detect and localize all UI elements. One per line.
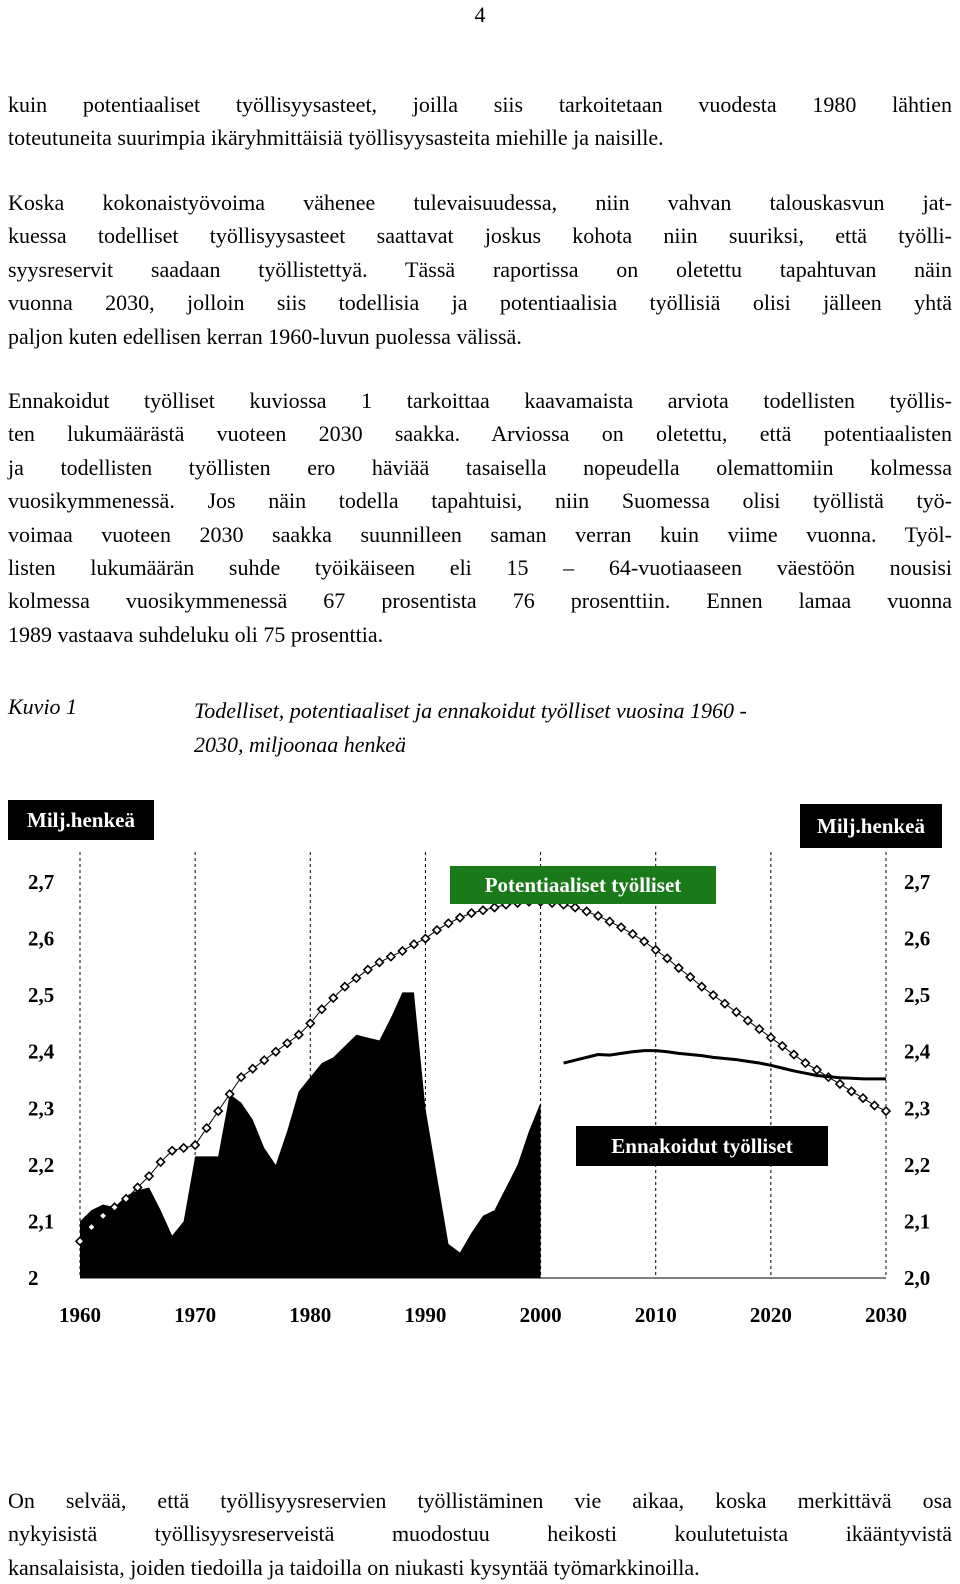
x-tick: 1960: [59, 1303, 101, 1327]
text-line: Koska kokonaistyövoima vähenee tulevaisuudessa, niin vahvan talouskasvun jat-: [8, 190, 952, 215]
potential-point: [744, 1017, 752, 1025]
text-line: vuonna 2030, jolloin siis todellisia ja potentiaalisia työllisiä olisi jälleen yhtä: [8, 290, 952, 316]
potential-point: [606, 918, 614, 926]
y-tick-right: 2,2: [904, 1152, 931, 1177]
potential-point: [652, 946, 660, 954]
potential-point: [859, 1094, 867, 1102]
paragraph-projection: [8, 384, 952, 651]
y-tick-left: 2,1: [28, 1209, 55, 1234]
text-line: syysreservit saadaan työllistettyä. Tässä raportissa on oletettu tapahtuvan näin: [8, 256, 952, 282]
text-line: nykyisistä työllisyysreserveistä muodostuu heikosti koulutetuista ikääntyvistä: [8, 1521, 952, 1547]
y-tick-left: 2,2: [28, 1152, 55, 1177]
potential-point: [767, 1034, 775, 1042]
y-tick-left: 2: [28, 1266, 39, 1290]
text-line: voimaa vuoteen 2030 saakka suunnilleen saman verran kuin viime vuonna. Työl-: [8, 521, 952, 547]
forecast-employed-series: [564, 1051, 886, 1079]
x-tick: 1970: [174, 1303, 217, 1327]
potential-point: [732, 1008, 740, 1016]
text-line: paljon kuten edellisen kerran 1960-luvun puolessa välissä.: [8, 323, 522, 349]
potential-point: [617, 923, 625, 931]
potential-point: [629, 930, 637, 938]
paragraph-conclusion: [8, 1484, 952, 1584]
potential-point: [387, 953, 395, 961]
potential-point: [882, 1107, 890, 1115]
potential-point: [836, 1080, 844, 1088]
x-tick: 2020: [749, 1303, 792, 1327]
y-axis-label-right: Milj.henkeä: [817, 814, 925, 838]
y-tick-left: 2,5: [28, 983, 55, 1008]
figure-title-line: 2030, miljoonaa henkeä: [194, 732, 407, 757]
potential-employed-label: Potentiaaliset työlliset: [484, 873, 682, 897]
text-line: kuin potentiaaliset työllisyysasteet, joilla siis tarkoitetaan vuodesta 1980 lähtien: [8, 92, 952, 117]
potential-point: [272, 1048, 280, 1056]
potential-point: [467, 909, 475, 917]
paragraph-workforce: [8, 186, 952, 353]
potential-point: [847, 1087, 855, 1095]
text-line: vuosikymmenessä. Jos näin todella tapahtuisi, niin Suomessa olisi työllistä työ-: [8, 488, 952, 514]
potential-point: [709, 991, 717, 999]
text-line: 1989 vastaava suhdeluku oli 75 prosenttia.: [8, 621, 384, 647]
figure-label: Kuvio 1: [8, 694, 78, 719]
text-line: kolmessa vuosikymmenessä 67 prosentista 76 prosenttiin. Ennen lamaa vuonna: [8, 588, 952, 614]
potential-point: [249, 1065, 257, 1073]
text-line: listen lukumäärän suhde työikäiseen eli 15 – 64-vuotiaaseen väestöön nousisi: [8, 554, 952, 580]
figure-title-line: Todelliset, potentiaaliset ja ennakoidut työlliset vuosina 1960 -: [194, 698, 747, 723]
actual-employed-area: [80, 992, 541, 1278]
potential-point: [571, 903, 579, 911]
potential-point: [352, 974, 360, 982]
y-tick-left: 2,3: [28, 1096, 55, 1121]
y-tick-right: 2,1: [904, 1209, 931, 1234]
potential-point: [375, 958, 383, 966]
potential-point: [479, 906, 487, 914]
x-tick: 2030: [865, 1303, 907, 1327]
potential-point: [491, 903, 499, 911]
potential-point: [721, 1000, 729, 1008]
potential-point: [421, 935, 429, 943]
text-line: ten lukumäärästä vuoteen 2030 saakka. Arviossa on oletettu, että potentiaalisten: [8, 421, 952, 447]
paragraph-intro: [8, 88, 952, 155]
actual-employed-area-shape: [80, 992, 541, 1278]
potential-point: [191, 1141, 199, 1149]
potential-point: [755, 1025, 763, 1033]
potential-point: [444, 919, 452, 927]
x-tick: 2000: [519, 1303, 562, 1327]
text-line: kuessa todelliset työllisyysasteet saattavat joskus kohota niin suuriksi, että työlli-: [8, 223, 952, 249]
employment-chart: [0, 790, 960, 1410]
x-tick: 2010: [634, 1303, 677, 1327]
text-line: ja todellisten työllisten ero häviää tasaisella nopeudella olemattomiin kolmessa: [8, 454, 952, 480]
potential-point: [640, 937, 648, 945]
potential-point: [364, 966, 372, 974]
potential-point: [237, 1073, 245, 1081]
potential-point: [203, 1124, 211, 1132]
potential-point: [870, 1101, 878, 1109]
potential-point: [778, 1042, 786, 1050]
forecast-employed-line: [564, 1051, 886, 1079]
potential-point: [180, 1144, 188, 1152]
y-tick-left: 2,6: [28, 926, 55, 951]
text-line: kansalaisista, joiden tiedoilla ja taidoilla on niukasti kysyntää työmarkkinoilla.: [8, 1554, 700, 1580]
potential-point: [214, 1107, 222, 1115]
x-tick: 1980: [289, 1303, 332, 1327]
potential-point: [790, 1051, 798, 1059]
y-tick-right: 2,5: [904, 983, 931, 1008]
text-line: On selvää, että työllisyysreservien työllistäminen vie aikaa, koska merkittävä osa: [8, 1488, 952, 1513]
potential-point: [456, 914, 464, 922]
forecast-employed-label: Ennakoidut työlliset: [611, 1134, 793, 1158]
y-tick-right: 2,3: [904, 1096, 931, 1121]
y-axis-label-left: Milj.henkeä: [27, 808, 135, 832]
potential-point: [398, 947, 406, 955]
y-tick-right: 2,6: [904, 926, 931, 951]
potential-point: [433, 926, 441, 934]
potential-point: [594, 912, 602, 920]
x-tick: 1990: [404, 1303, 447, 1327]
chart-labels: [8, 800, 942, 1166]
y-tick-right: 2,4: [904, 1039, 931, 1064]
text-line: toteutuneita suurimpia ikäryhmittäisiä työllisyysasteita miehille ja naisille.: [8, 125, 664, 151]
potential-point: [801, 1059, 809, 1067]
page-number: 4: [474, 2, 486, 27]
y-tick-left: 2,4: [28, 1039, 55, 1064]
potential-point: [813, 1066, 821, 1074]
y-tick-left: 2,7: [28, 870, 55, 894]
y-tick-right: 2,0: [904, 1266, 931, 1290]
y-tick-right: 2,7: [904, 870, 931, 894]
potential-point: [410, 940, 418, 948]
potential-point: [260, 1056, 268, 1064]
potential-point: [283, 1039, 291, 1047]
figure-title: [194, 694, 934, 762]
text-line: Ennakoidut työlliset kuviossa 1 tarkoittaa kaavamaista arviota todellisten työllis-: [8, 388, 952, 413]
potential-point: [583, 907, 591, 915]
